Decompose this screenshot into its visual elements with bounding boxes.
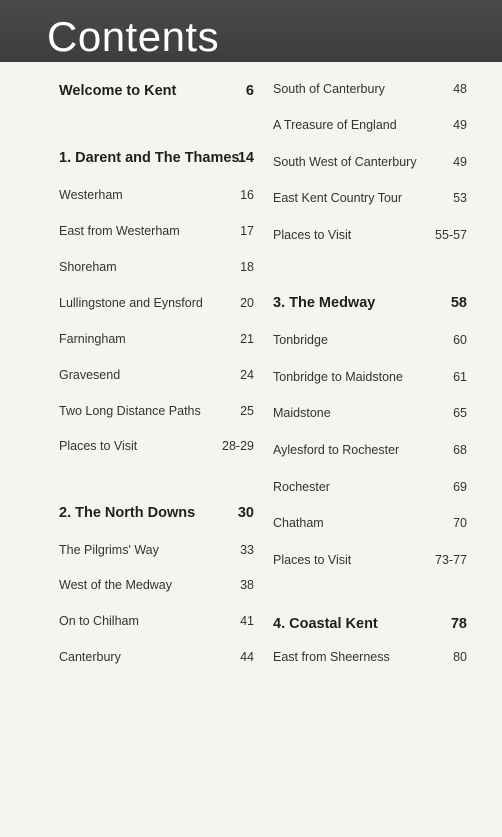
toc-entry[interactable] xyxy=(59,293,254,313)
toc-title: Farningham xyxy=(59,332,126,346)
toc-title: 4. Coastal Kent xyxy=(273,616,378,632)
toc-title: Aylesford to Rochester xyxy=(273,443,400,457)
toc-title: South of Canterbury xyxy=(273,82,385,96)
toc-title: East from Westerham xyxy=(59,224,180,238)
toc-title: Maidstone xyxy=(273,406,331,420)
toc-page: 58 xyxy=(450,295,467,311)
toc-title: Places to Visit xyxy=(59,439,138,453)
toc-heading[interactable] xyxy=(273,614,467,634)
toc-page: 55-57 xyxy=(435,228,467,242)
toc-entry[interactable] xyxy=(59,401,254,421)
toc-title: Chatham xyxy=(273,516,324,530)
toc-entry[interactable] xyxy=(59,257,254,277)
toc-page: 49 xyxy=(453,118,467,132)
toc-page: 49 xyxy=(453,155,467,169)
toc-page: 21 xyxy=(240,332,254,346)
toc-title: East Kent Country Tour xyxy=(273,191,403,205)
toc-title: Places to Visit xyxy=(273,228,352,242)
toc-page: 70 xyxy=(453,516,467,530)
toc-title: Rochester xyxy=(273,480,330,494)
toc-title: West of the Medway xyxy=(59,578,173,592)
toc-page: 25 xyxy=(240,404,254,418)
toc-page: 6 xyxy=(245,83,254,99)
toc-title: Two Long Distance Paths xyxy=(59,404,201,418)
toc-title: Westerham xyxy=(59,188,123,202)
toc-entry[interactable] xyxy=(273,330,467,350)
toc-page: 41 xyxy=(240,614,254,628)
toc-entry[interactable] xyxy=(59,221,254,241)
toc-heading[interactable] xyxy=(59,503,254,523)
toc-title: On to Chilham xyxy=(59,614,139,628)
toc-entry[interactable] xyxy=(59,611,254,631)
toc-title: Welcome to Kent xyxy=(59,83,177,99)
toc-entry[interactable] xyxy=(273,225,467,245)
toc-page: 44 xyxy=(240,650,254,664)
toc-title: Gravesend xyxy=(59,368,121,382)
toc-page: 80 xyxy=(453,650,467,664)
toc-entry[interactable] xyxy=(273,79,467,99)
toc-heading[interactable] xyxy=(273,293,467,313)
toc-title: 1. Darent and The Thames xyxy=(59,150,240,166)
toc-page: 53 xyxy=(453,191,467,205)
contents-page xyxy=(0,62,502,837)
toc-heading[interactable] xyxy=(59,148,254,168)
page-title: Contents xyxy=(47,13,220,60)
toc-page: 28-29 xyxy=(222,439,254,453)
toc-page: 30 xyxy=(237,505,254,521)
toc-title: Shoreham xyxy=(59,260,117,274)
toc-entry[interactable] xyxy=(59,185,254,205)
toc-title: South West of Canterbury xyxy=(273,155,417,169)
toc-title: Canterbury xyxy=(59,650,121,664)
toc-entry[interactable] xyxy=(273,550,467,570)
toc-page: 73-77 xyxy=(435,553,467,567)
toc-entry[interactable] xyxy=(59,436,254,456)
toc-title: Tonbridge xyxy=(273,333,328,347)
toc-entry[interactable] xyxy=(273,188,467,208)
toc-page: 60 xyxy=(453,333,467,347)
toc-entry[interactable] xyxy=(273,477,467,497)
toc-entry[interactable] xyxy=(273,152,467,172)
toc-entry[interactable] xyxy=(59,647,254,667)
toc-page: 18 xyxy=(240,260,254,274)
toc-title: Places to Visit xyxy=(273,553,352,567)
header-bar xyxy=(0,0,502,62)
toc-entry[interactable] xyxy=(273,647,467,667)
toc-page: 38 xyxy=(240,578,254,592)
toc-title: 3. The Medway xyxy=(273,295,376,311)
toc-title: A Treasure of England xyxy=(273,118,397,132)
toc-page: 20 xyxy=(240,296,254,310)
toc-title: East from Sheerness xyxy=(273,650,390,664)
toc-title: Lullingstone and Eynsford xyxy=(59,296,203,310)
toc-entry[interactable] xyxy=(273,403,467,423)
toc-title: Tonbridge to Maidstone xyxy=(273,370,403,384)
toc-page: 48 xyxy=(453,82,467,96)
toc-heading[interactable] xyxy=(59,81,254,101)
toc-page: 14 xyxy=(237,150,254,166)
toc-entry[interactable] xyxy=(59,365,254,385)
toc-entry[interactable] xyxy=(59,329,254,349)
toc-entry[interactable] xyxy=(273,367,467,387)
toc-page: 16 xyxy=(240,188,254,202)
toc-title: 2. The North Downs xyxy=(59,505,196,521)
toc-page: 33 xyxy=(240,543,254,557)
toc-entry[interactable] xyxy=(273,115,467,135)
toc-entry[interactable] xyxy=(59,540,254,560)
toc-entry[interactable] xyxy=(273,440,467,460)
toc-page: 61 xyxy=(453,370,467,384)
toc-page: 69 xyxy=(453,480,467,494)
toc-page: 78 xyxy=(450,616,467,632)
toc-title: The Pilgrims' Way xyxy=(59,543,159,557)
toc-entry[interactable] xyxy=(273,513,467,533)
toc-page: 65 xyxy=(453,406,467,420)
toc-page: 17 xyxy=(240,224,254,238)
toc-entry[interactable] xyxy=(59,575,254,595)
toc-page: 68 xyxy=(453,443,467,457)
toc-page: 24 xyxy=(240,368,254,382)
